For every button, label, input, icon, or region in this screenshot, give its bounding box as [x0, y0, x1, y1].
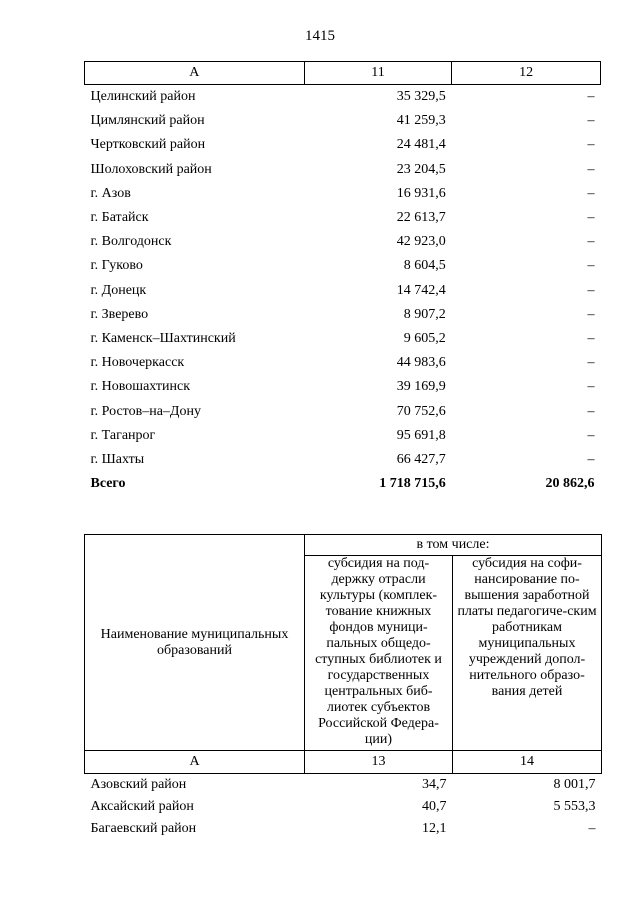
table-row: [85, 796, 602, 818]
municipality-name-header: Наименование муниципальных образований: [85, 535, 305, 751]
col-13-header: субсидия на под-держку отрасли культуры (комплек-тование книжных фондов муници-пальных общедо-ступных библиотек и государственных центральных биб-лиотек субъектов Российской Федера-ции): [305, 556, 453, 751]
row-value-11: 44 983,6: [396, 355, 446, 371]
row-name: Аксайский район: [90, 799, 194, 814]
row-value-12: –: [587, 234, 595, 250]
row-name: Шолоховский район: [90, 161, 212, 177]
table-row: [85, 230, 601, 254]
row-value-12: –: [587, 330, 595, 346]
total-label: Всего: [90, 476, 126, 492]
row-value-12: –: [587, 113, 595, 129]
total-row: [85, 472, 601, 496]
row-value-11: 8 907,2: [403, 306, 446, 322]
row-value-12: –: [587, 282, 595, 298]
row-name: г. Ростов–на–Дону: [90, 403, 201, 419]
row-value-13: 12,1: [422, 821, 447, 836]
row-name: Азовский район: [90, 777, 187, 792]
row-value-12: –: [587, 210, 595, 226]
table-row: [85, 109, 601, 133]
col-key-13: 13: [305, 751, 453, 774]
table-row: [85, 279, 601, 303]
row-value-11: 66 427,7: [396, 451, 446, 467]
row-name: г. Новочеркасск: [90, 355, 185, 371]
col-key-a: А: [85, 751, 305, 774]
col-key-14: 14: [453, 751, 602, 774]
row-name: Чертковский район: [90, 137, 206, 153]
row-value-11: 23 204,5: [396, 161, 446, 177]
row-value-12: –: [587, 161, 595, 177]
table-row: [85, 254, 601, 278]
row-value-11: 8 604,5: [403, 258, 446, 274]
table-row: [85, 448, 601, 472]
table-row: [85, 327, 601, 351]
row-value-11: 42 923,0: [396, 234, 446, 250]
row-value-11: 70 752,6: [396, 403, 446, 419]
table-row: [85, 351, 601, 375]
row-value-12: –: [587, 403, 595, 419]
row-value-12: –: [587, 306, 595, 322]
including-header: в том числе:: [305, 535, 602, 556]
row-value-12: –: [587, 451, 595, 467]
page-number: 1415: [305, 28, 335, 44]
row-value-11: 41 259,3: [396, 113, 446, 129]
row-value-12: –: [587, 427, 595, 443]
col-14-header: субсидия на софи-нансирование по-вышения заработной платы педагогиче-ским работникам муниципальных учреждений допол-нительного образо-вания детей: [453, 556, 602, 751]
row-name: г. Таганрог: [90, 427, 156, 443]
col-header-11: 11: [304, 62, 452, 85]
row-name: г. Каменск–Шахтинский: [90, 330, 236, 346]
row-value-12: –: [587, 258, 595, 274]
row-value-11: 39 169,9: [396, 379, 446, 395]
row-name: г. Новошахтинск: [90, 379, 191, 395]
row-value-14: 8 001,7: [553, 777, 596, 792]
row-name: Целинский район: [90, 89, 196, 105]
table-row: [85, 133, 601, 157]
row-value-12: –: [587, 355, 595, 371]
row-name: г. Шахты: [90, 451, 145, 467]
row-value-11: 14 742,4: [396, 282, 446, 298]
row-value-11: 22 613,7: [396, 210, 446, 226]
table-row: [85, 818, 602, 840]
col-header-12: 12: [452, 62, 601, 85]
table-continuation: [84, 61, 601, 496]
table-row: [85, 303, 601, 327]
row-value-12: –: [587, 185, 595, 201]
col-header-a: А: [85, 62, 305, 85]
row-name: г. Азов: [90, 185, 131, 201]
row-name: г. Донецк: [90, 282, 147, 298]
row-value-12: –: [587, 89, 595, 105]
row-value-13: 40,7: [422, 799, 447, 814]
table-row: [85, 158, 601, 182]
table-row: [85, 206, 601, 230]
row-name: г. Гуково: [90, 258, 143, 274]
table-subsidies: [84, 534, 602, 840]
row-value-12: –: [587, 137, 595, 153]
table-body-2: [85, 774, 602, 841]
row-value-11: 9 605,2: [403, 330, 446, 346]
table-row: [85, 375, 601, 399]
table-row: [85, 399, 601, 423]
row-name: г. Батайск: [90, 210, 149, 226]
row-name: Багаевский район: [90, 821, 197, 836]
table-row: [85, 424, 601, 448]
table-row: [85, 774, 602, 797]
table-header-row: [85, 62, 601, 85]
row-name: Цимлянский район: [90, 113, 205, 129]
row-value-11: 95 691,8: [396, 427, 446, 443]
table-row: [85, 182, 601, 206]
total-value-11: 1 718 715,6: [379, 476, 446, 492]
row-value-11: 16 931,6: [396, 185, 446, 201]
row-value-13: 34,7: [422, 777, 447, 792]
row-value-11: 24 481,4: [396, 137, 446, 153]
row-value-11: 35 329,5: [396, 89, 446, 105]
row-value-14: 5 553,3: [553, 799, 596, 814]
row-name: г. Волгодонск: [90, 234, 172, 250]
row-name: г. Зверево: [90, 306, 149, 322]
table-body: [85, 85, 601, 473]
row-value-14: –: [588, 821, 596, 836]
row-value-12: –: [587, 379, 595, 395]
total-value-12: 20 862,6: [545, 476, 595, 492]
table-row: [85, 85, 601, 110]
